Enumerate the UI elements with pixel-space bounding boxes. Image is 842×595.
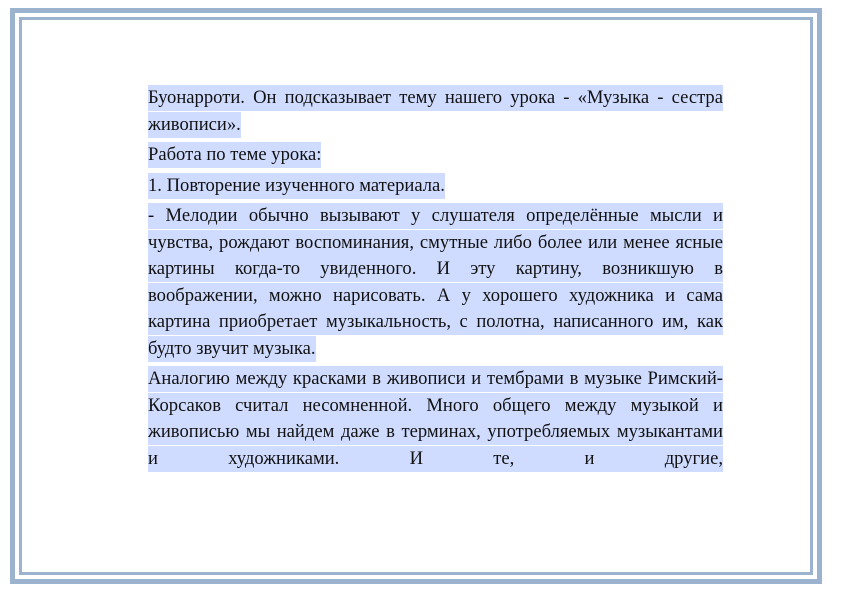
paragraph-4 <box>148 203 723 362</box>
paragraph-5 <box>148 366 723 472</box>
paragraph-3 <box>148 173 723 200</box>
paragraph-1 <box>148 85 723 138</box>
paragraph-2-text: Работа по теме урока: <box>148 142 321 168</box>
paragraph-5-text: Аналогию между красками в живописи и тембрами в музыке Римский-Корсаков считал несомненной. Много общего между музыкой и живописью мы найдем даже в терминах, употребляемых музыкантами и художниками. И те, и другие, <box>148 366 723 472</box>
paragraph-2 <box>148 142 723 169</box>
text-body <box>148 85 723 478</box>
paragraph-4-text: - Мелодии обычно вызывают у слушателя определённые мысли и чувства, рождают воспоминания, смутные либо более или менее ясные картины когда-то увиденного. И эту картину, возникшую в воображении, можно нарисовать. А у хорошего художника и сама картина приобретает музыкальность, с полотна, написанного им, как будто звучит музыка. <box>148 203 723 362</box>
paragraph-1-text: Буонарроти. Он подсказывает тему нашего урока - «Музыка - сестра живописи». <box>148 85 723 138</box>
paragraph-3-text: 1. Повторение изученного материала. <box>148 173 445 199</box>
